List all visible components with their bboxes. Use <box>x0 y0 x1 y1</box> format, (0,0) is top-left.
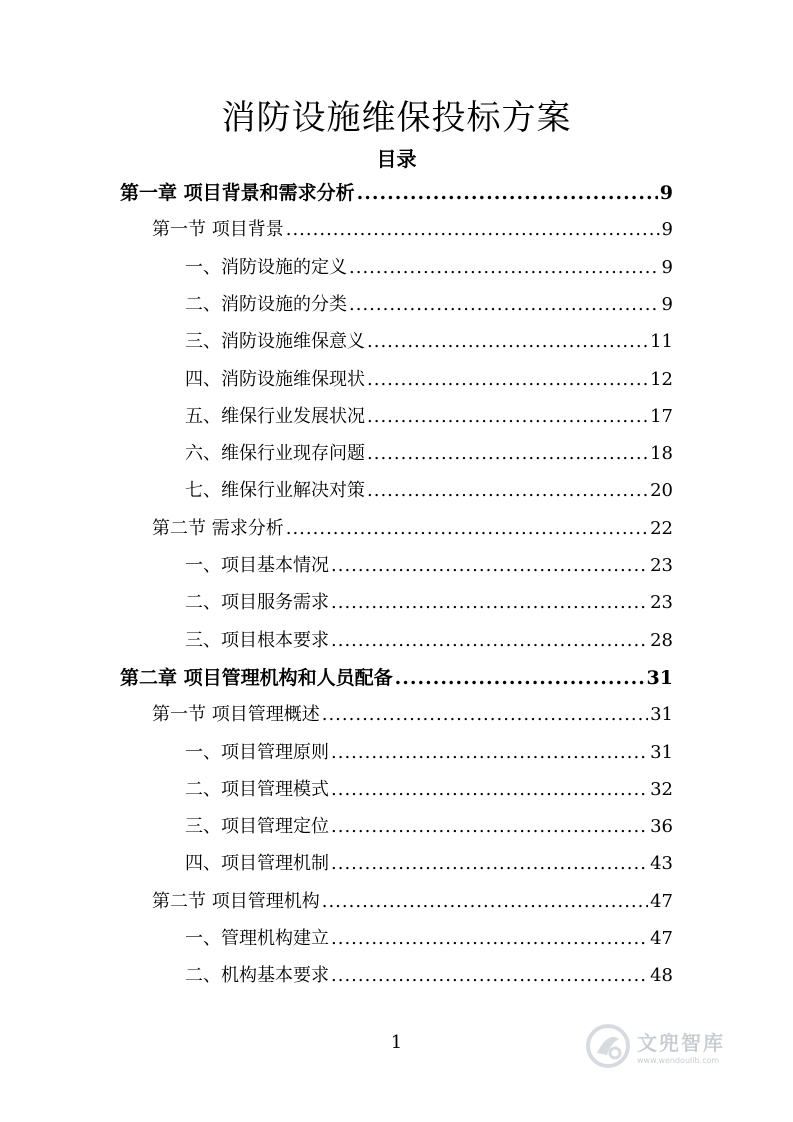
toc-entry-label: 五、维保行业发展状况 <box>185 405 365 427</box>
toc-entry-label: 三、消防设施维保意义 <box>185 331 365 353</box>
toc-entry-label: 四、消防设施维保现状 <box>185 368 365 390</box>
toc-entry-label: 二、机构基本要求 <box>185 965 329 987</box>
toc-entry-page: 31 <box>646 666 673 689</box>
toc-entry-page: 18 <box>650 443 673 465</box>
toc-leader-dots <box>331 630 648 651</box>
toc-entry-item[interactable] <box>185 476 673 506</box>
toc-entry-page: 36 <box>650 816 673 838</box>
toc-entry-label: 第一章 项目背景和需求分析 <box>120 182 355 204</box>
toc-entry-label: 二、项目服务需求 <box>185 592 329 614</box>
toc-entry-item[interactable] <box>185 812 673 842</box>
toc-leader-dots <box>367 369 648 390</box>
toc-entry-page: 17 <box>650 405 673 427</box>
toc-leader-dots <box>357 182 658 204</box>
watermark-name: 文兜智库 <box>637 1031 725 1055</box>
toc-entry-page: 31 <box>650 704 673 726</box>
toc-entry-label: 一、管理机构建立 <box>185 928 329 949</box>
toc-entry-page: 20 <box>650 480 673 502</box>
toc-entry-chapter[interactable] <box>120 178 673 208</box>
toc-entry-item[interactable] <box>185 365 673 395</box>
toc-entry-page: 32 <box>650 778 673 800</box>
toc-leader-dots <box>286 219 660 240</box>
toc-entry-label: 二、项目管理模式 <box>185 778 329 800</box>
toc-entry-label: 六、维保行业现存问题 <box>185 443 365 465</box>
toc-entry-item[interactable] <box>185 402 673 432</box>
toc-entry-item[interactable] <box>185 924 673 954</box>
toc-entry-item[interactable] <box>185 253 673 283</box>
toc-entry-page: 9 <box>661 219 673 241</box>
toc-entry-section[interactable] <box>152 514 673 544</box>
toc-leader-dots <box>331 853 648 874</box>
toc-leader-dots <box>331 779 648 800</box>
toc-entry-item[interactable] <box>185 290 673 320</box>
toc-entry-item[interactable] <box>185 439 673 469</box>
toc-entry-page: 28 <box>650 629 673 651</box>
toc-entry-page: 12 <box>650 368 673 390</box>
toc-leader-dots <box>349 294 660 315</box>
toc-entry-page: 11 <box>650 331 673 353</box>
toc-entry-section[interactable] <box>152 700 673 730</box>
toc-entry-label: 第二节 项目管理机构 <box>152 890 320 912</box>
toc-entry-page: 9 <box>659 182 673 204</box>
toc-entry-page: 23 <box>650 555 673 576</box>
toc-entry-page: 31 <box>650 741 673 763</box>
toc-entry-page: 47 <box>650 928 673 949</box>
toc-entry-page: 48 <box>650 965 673 987</box>
watermark-url: www.wendoulib.com <box>637 1056 720 1065</box>
toc-entry-item[interactable] <box>185 626 673 656</box>
toc-entry-label: 第二章 项目管理机构和人员配备 <box>120 666 393 689</box>
page-number: 1 <box>390 1032 403 1053</box>
toc-entry-item[interactable] <box>185 961 673 991</box>
toc-entry-label: 三、项目根本要求 <box>185 629 329 651</box>
toc-entry-page: 9 <box>661 293 673 315</box>
wendou-logo-icon <box>585 1023 631 1069</box>
toc-leader-dots <box>395 667 645 689</box>
toc-entry-label: 二、消防设施的分类 <box>185 293 347 315</box>
toc-entry-item[interactable] <box>185 551 673 581</box>
toc-heading: 目录 <box>376 147 417 171</box>
toc-leader-dots <box>331 965 648 986</box>
toc-entry-section[interactable] <box>152 215 673 245</box>
toc-entry-item[interactable] <box>185 849 673 879</box>
toc-entry-label: 第一节 项目背景 <box>152 219 284 241</box>
watermark <box>585 1020 755 1072</box>
toc-leader-dots <box>331 592 648 613</box>
toc-entry-item[interactable] <box>185 775 673 805</box>
toc-leader-dots <box>322 704 648 725</box>
toc-leader-dots <box>367 406 648 427</box>
toc-entry-label: 七、维保行业解决对策 <box>185 480 365 502</box>
toc-leader-dots <box>331 928 648 949</box>
toc-entry-page: 22 <box>650 517 673 539</box>
toc-entry-page: 23 <box>650 592 673 614</box>
toc-leader-dots <box>367 443 648 464</box>
toc-entry-item[interactable] <box>185 327 673 357</box>
toc-entry-label: 一、消防设施的定义 <box>185 256 347 278</box>
toc-entry-label: 第二节 需求分析 <box>152 517 284 539</box>
toc-leader-dots <box>367 331 648 352</box>
toc-entry-label: 一、项目管理原则 <box>185 741 329 763</box>
toc-entry-label: 一、项目基本情况 <box>185 555 329 576</box>
toc-entry-page: 47 <box>650 890 673 912</box>
toc-entry-item[interactable] <box>185 738 673 768</box>
toc-leader-dots <box>367 480 648 501</box>
toc-entry-label: 四、项目管理机制 <box>185 853 329 875</box>
toc-leader-dots <box>331 742 648 763</box>
toc-leader-dots <box>331 816 648 837</box>
document-title: 消防设施维保投标方案 <box>221 98 572 138</box>
toc-leader-dots <box>331 555 648 576</box>
toc-entry-page: 43 <box>650 853 673 875</box>
toc-entry-item[interactable] <box>185 588 673 618</box>
toc-leader-dots <box>349 257 660 278</box>
toc-leader-dots <box>322 891 648 912</box>
toc-entry-label: 第一节 项目管理概述 <box>152 704 320 726</box>
toc-entry-label: 三、项目管理定位 <box>185 816 329 838</box>
toc-leader-dots <box>286 518 648 539</box>
toc-entry-page: 9 <box>661 256 673 278</box>
toc-entry-chapter[interactable] <box>120 663 673 693</box>
toc-entry-section[interactable] <box>152 887 673 917</box>
